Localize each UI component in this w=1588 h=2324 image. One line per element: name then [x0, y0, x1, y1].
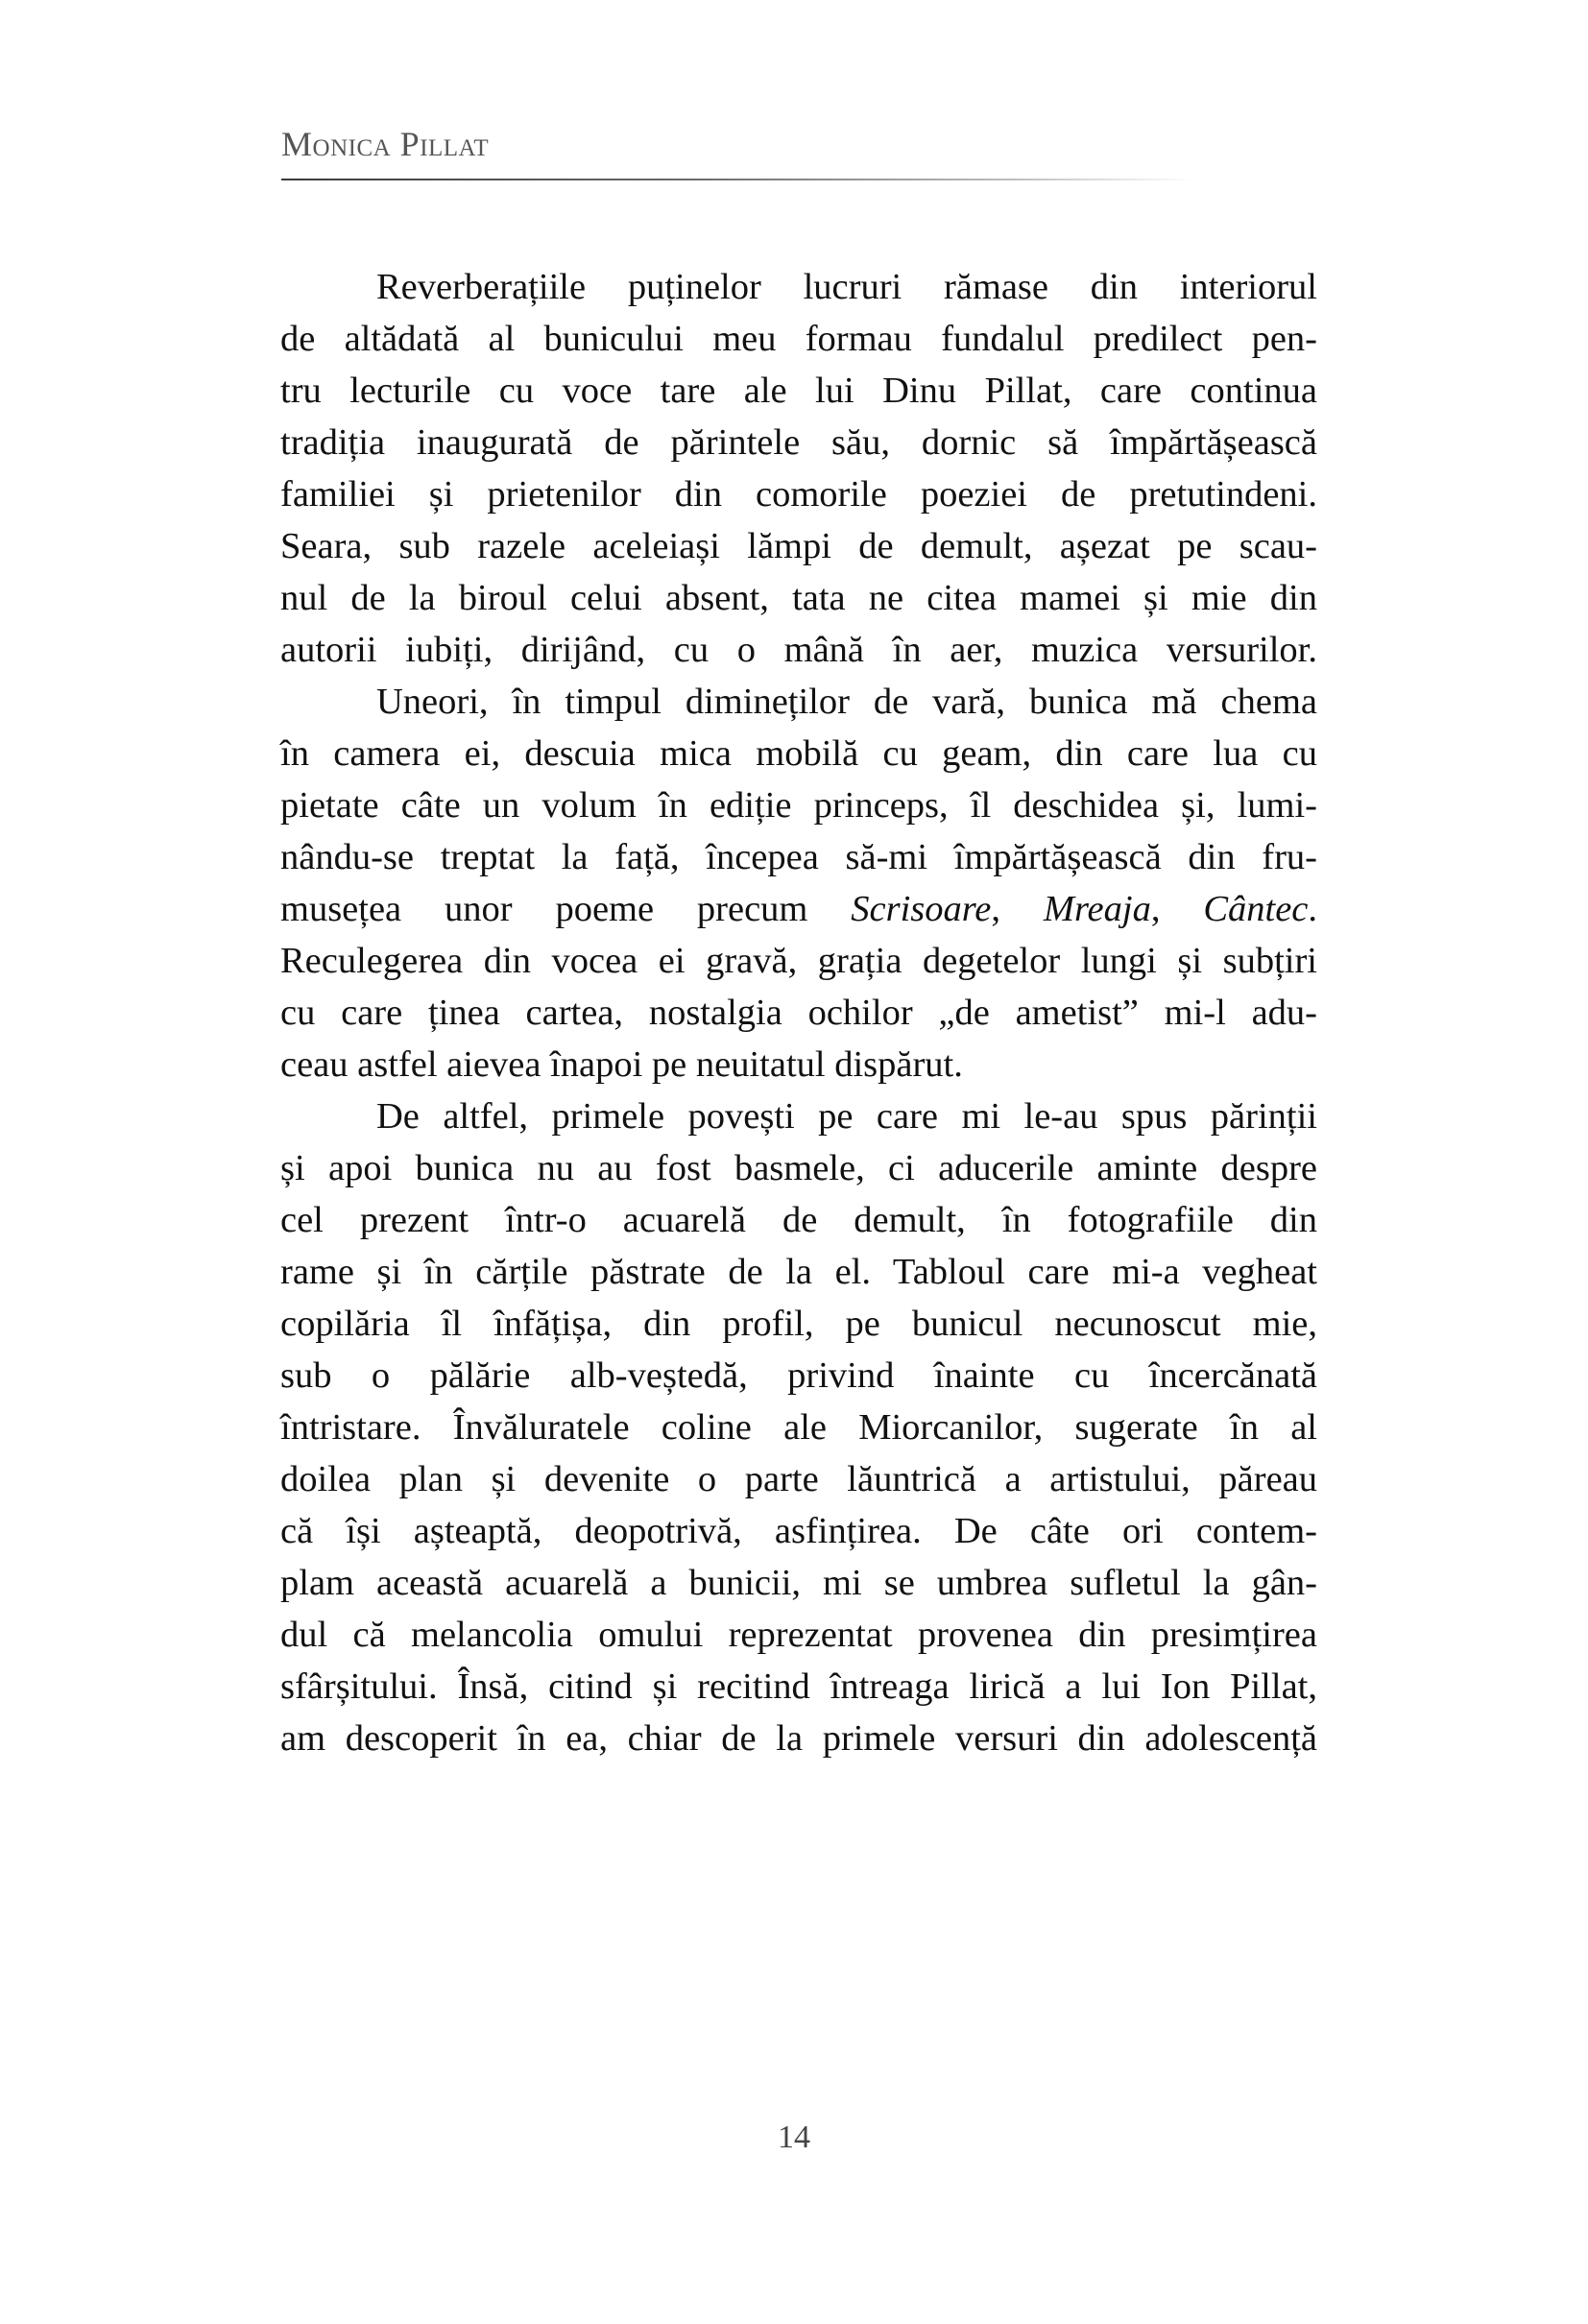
poem-titles-line	[280, 883, 1317, 935]
text-line: copilăria îl înfățișa, din profil, pe bunicul necunoscut mie,	[280, 1304, 1317, 1344]
text-line: familiei și prietenilor din comorile poeziei de pretutindeni.	[280, 474, 1317, 515]
text-line: nul de la biroul celui absent, tata ne citea mamei și mie din	[280, 578, 1317, 618]
paragraph-1	[280, 261, 1317, 676]
text-line: și apoi bunica nu au fost basmele, ci aducerile aminte despre	[280, 1148, 1317, 1188]
page-number: 14	[778, 2120, 810, 2155]
text-line: Uneori, în timpul dimineților de vară, bunica mă chema	[376, 682, 1317, 722]
poem-separator: ,	[991, 889, 1044, 929]
header-rule	[281, 179, 1193, 180]
running-head-author: Monica Pillat	[281, 125, 490, 163]
poem-title-scrisoare: Scrisoare	[851, 889, 992, 929]
text-line: dul că melancolia omului reprezentat provenea din presimțirea	[280, 1615, 1317, 1655]
text-line: tradiția inaugurată de părintele său, dornic să împărtășească	[280, 422, 1317, 463]
body-text	[280, 261, 1317, 1764]
text-line: că își așteaptă, deopotrivă, asfințirea. De câte ori contem-	[280, 1511, 1317, 1551]
text-line: cu care ținea cartea, nostalgia ochilor „de ametist” mi-l adu-	[280, 993, 1317, 1033]
text-line: autorii iubiți, dirijând, cu o mână în aer, muzica versurilor.	[280, 630, 1317, 670]
text-line: De altfel, primele povești pe care mi le-au spus părinții	[376, 1096, 1317, 1137]
text-line: întristare. Învăluratele coline ale Miorcanilor, sugerate în al	[280, 1407, 1317, 1448]
paragraph-3	[280, 1090, 1317, 1764]
text-line: Reverberațiile puținelor lucruri rămase din interiorul	[376, 267, 1317, 307]
text-line: am descoperit în ea, chiar de la primele versuri din adolescență	[280, 1718, 1317, 1759]
text-line: plam această acuarelă a bunicii, mi se umbrea sufletul la gân-	[280, 1563, 1317, 1603]
poem-title-cantec: Cântec	[1203, 889, 1309, 929]
text-line: de altădată al bunicului meu formau fundalul predilect pen-	[280, 319, 1317, 359]
text-line: în camera ei, descuia mica mobilă cu geam, din care lua cu	[280, 733, 1317, 774]
text-line: sfârșitului. Însă, citind și recitind întreaga lirică a lui Ion Pillat,	[280, 1666, 1317, 1707]
paragraph-2	[280, 676, 1317, 1090]
text-line: cel prezent într-o acuarelă de demult, în fotografiile din	[280, 1200, 1317, 1240]
text-line: Seara, sub razele aceleiași lămpi de demult, așezat pe scau-	[280, 526, 1317, 566]
poem-separator: ,	[1150, 889, 1204, 929]
text-line: Reculegerea din vocea ei gravă, grația degetelor lungi și subțiri	[280, 941, 1317, 981]
text-line: pietate câte un volum în ediție princeps, îl deschidea și, lumi-	[280, 785, 1317, 826]
text-line: sub o pălărie alb-veștedă, privind înainte cu încercănată	[280, 1355, 1317, 1396]
poem-line-prefix: musețea unor poeme precum	[280, 889, 852, 929]
text-line: nându-se treptat la față, începea să-mi împărtășească din fru-	[280, 837, 1317, 877]
poem-line-suffix: .	[1308, 889, 1318, 929]
text-line: doilea plan și devenite o parte lăuntrică a artistului, păreau	[280, 1459, 1317, 1499]
text-line: ceau astfel aievea înapoi pe neuitatul dispărut.	[280, 1044, 963, 1085]
poem-title-mreaja: Mreaja	[1043, 889, 1151, 929]
text-line: rame și în cărțile păstrate de la el. Tabloul care mi-a vegheat	[280, 1252, 1317, 1292]
text-line: tru lecturile cu voce tare ale lui Dinu Pillat, care continua	[280, 371, 1317, 411]
